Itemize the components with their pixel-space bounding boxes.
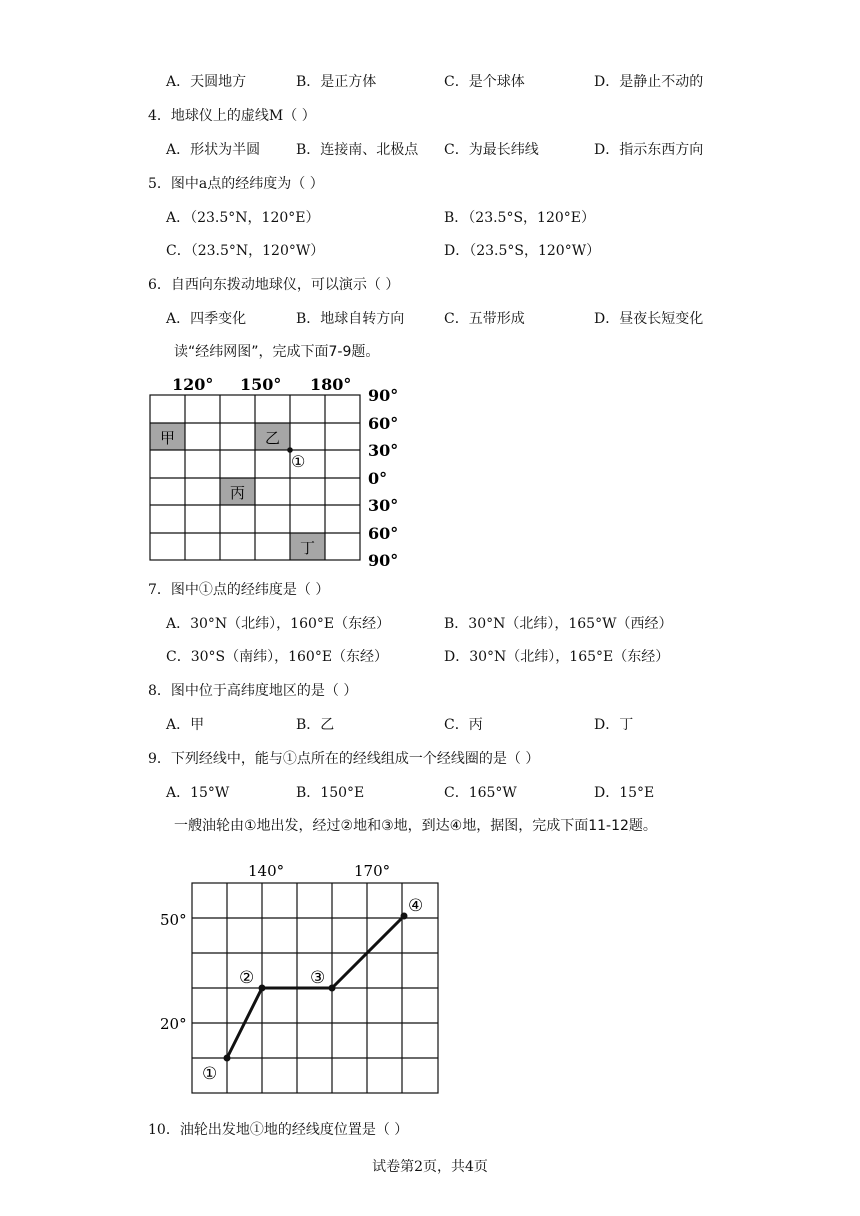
fig1-lat-label-0: 0°: [368, 469, 388, 488]
q9-stem: 9．下列经线中，能与①点所在的经线组成一个经线圈的是（ ）: [148, 751, 540, 767]
q3-option-d: D．是静止不动的: [594, 74, 704, 90]
q5-option-b: B．（23.5°S，120°E）: [444, 210, 595, 226]
cell-label-ding: 丁: [300, 539, 316, 557]
q6-option-b: B．地球自转方向: [296, 311, 405, 327]
q8-option-d: D．丁: [594, 717, 634, 733]
fig1-lat-label-90s: 90°: [368, 551, 399, 570]
q9-option-c: C．165°W: [444, 785, 517, 801]
fig1-lat-label-60n: 60°: [368, 414, 399, 433]
q7-option-a: A．30°N（北纬），160°E（东经）: [166, 616, 391, 632]
q8-option-a: A．甲: [166, 717, 205, 733]
graticule-figure-1: [140, 370, 410, 575]
section-intro-11-12: 一艘油轮由①地出发，经过②地和③地，到达④地，据图，完成下面11-12题。: [174, 818, 657, 834]
q4-option-a: A．形状为半圆: [166, 142, 261, 158]
q4-option-b: B．连接南、北极点: [296, 142, 419, 158]
section-intro-7-9: 读“经纬网图”，完成下面7-9题。: [174, 344, 380, 360]
q7-option-c: C．30°S（南纬），160°E（东经）: [166, 649, 389, 665]
q9-option-d: D．15°E: [594, 785, 655, 801]
q8-option-c: C．丙: [444, 717, 483, 733]
point-4-label: ④: [408, 896, 424, 916]
q4-stem: 4．地球仪上的虚线M（ ）: [148, 108, 316, 124]
q3-option-a: A．天圆地方: [166, 74, 247, 90]
cell-label-yi: 乙: [265, 429, 281, 447]
point-1-dot: [224, 1055, 231, 1062]
q8-stem: 8．图中位于高纬度地区的是（ ）: [148, 683, 358, 699]
q10-stem: 10．油轮出发地①地的经线度位置是（ ）: [148, 1122, 409, 1138]
point-3-dot: [329, 985, 336, 992]
q9-option-a: A．15°W: [166, 785, 230, 801]
fig1-lon-label-150: 150°: [240, 375, 282, 394]
q3-option-c: C．是个球体: [444, 74, 525, 90]
q6-stem: 6．自西向东拨动地球仪，可以演示（ ）: [148, 277, 400, 293]
q7-option-b: B．30°N（北纬），165°W（西经）: [444, 616, 673, 632]
fig1-lat-label-90n: 90°: [368, 386, 399, 405]
q4-option-c: C．为最长纬线: [444, 142, 539, 158]
point-2-dot: [259, 985, 266, 992]
q5-stem: 5．图中a点的经纬度为（ ）: [148, 176, 324, 192]
q5-option-c: C．（23.5°N，120°W）: [166, 243, 325, 259]
route-figure-2: [150, 855, 460, 1100]
q9-option-b: B．150°E: [296, 785, 365, 801]
cell-label-bing: 丙: [230, 484, 246, 502]
q3-option-b: B．是正方体: [296, 74, 377, 90]
q8-option-b: B．乙: [296, 717, 335, 733]
fig2-lon-label-170: 170°: [354, 862, 391, 880]
q4-option-d: D．指示东西方向: [594, 142, 704, 158]
fig1-lon-label-120: 120°: [172, 375, 214, 394]
page-footer: 试卷第2页，共4页: [372, 1159, 488, 1175]
q7-option-d: D．30°N（北纬），165°E（东经）: [444, 649, 670, 665]
cell-label-jia: 甲: [160, 429, 176, 447]
point-4-dot: [401, 913, 408, 920]
fig1-lon-label-180: 180°: [310, 375, 352, 394]
q6-option-c: C．五带形成: [444, 311, 525, 327]
q5-option-a: A．（23.5°N，120°E）: [166, 210, 320, 226]
fig2-lon-label-140: 140°: [248, 862, 285, 880]
fig1-lat-label-60s: 60°: [368, 524, 399, 543]
q6-option-d: D．昼夜长短变化: [594, 311, 704, 327]
point-2-label: ②: [239, 968, 255, 988]
q6-option-a: A．四季变化: [166, 311, 247, 327]
fig1-lat-label-30n: 30°: [368, 441, 399, 460]
q5-option-d: D．（23.5°S，120°W）: [444, 243, 601, 259]
point-3-label: ③: [310, 968, 326, 988]
point-1-label: ①: [291, 452, 306, 471]
fig2-lat-label-20: 20°: [160, 1015, 187, 1033]
q7-stem: 7．图中①点的经纬度是（ ）: [148, 582, 330, 598]
fig1-lat-label-30s: 30°: [368, 496, 399, 515]
fig2-lat-label-50: 50°: [160, 911, 187, 929]
point-1-label: ①: [202, 1064, 218, 1084]
